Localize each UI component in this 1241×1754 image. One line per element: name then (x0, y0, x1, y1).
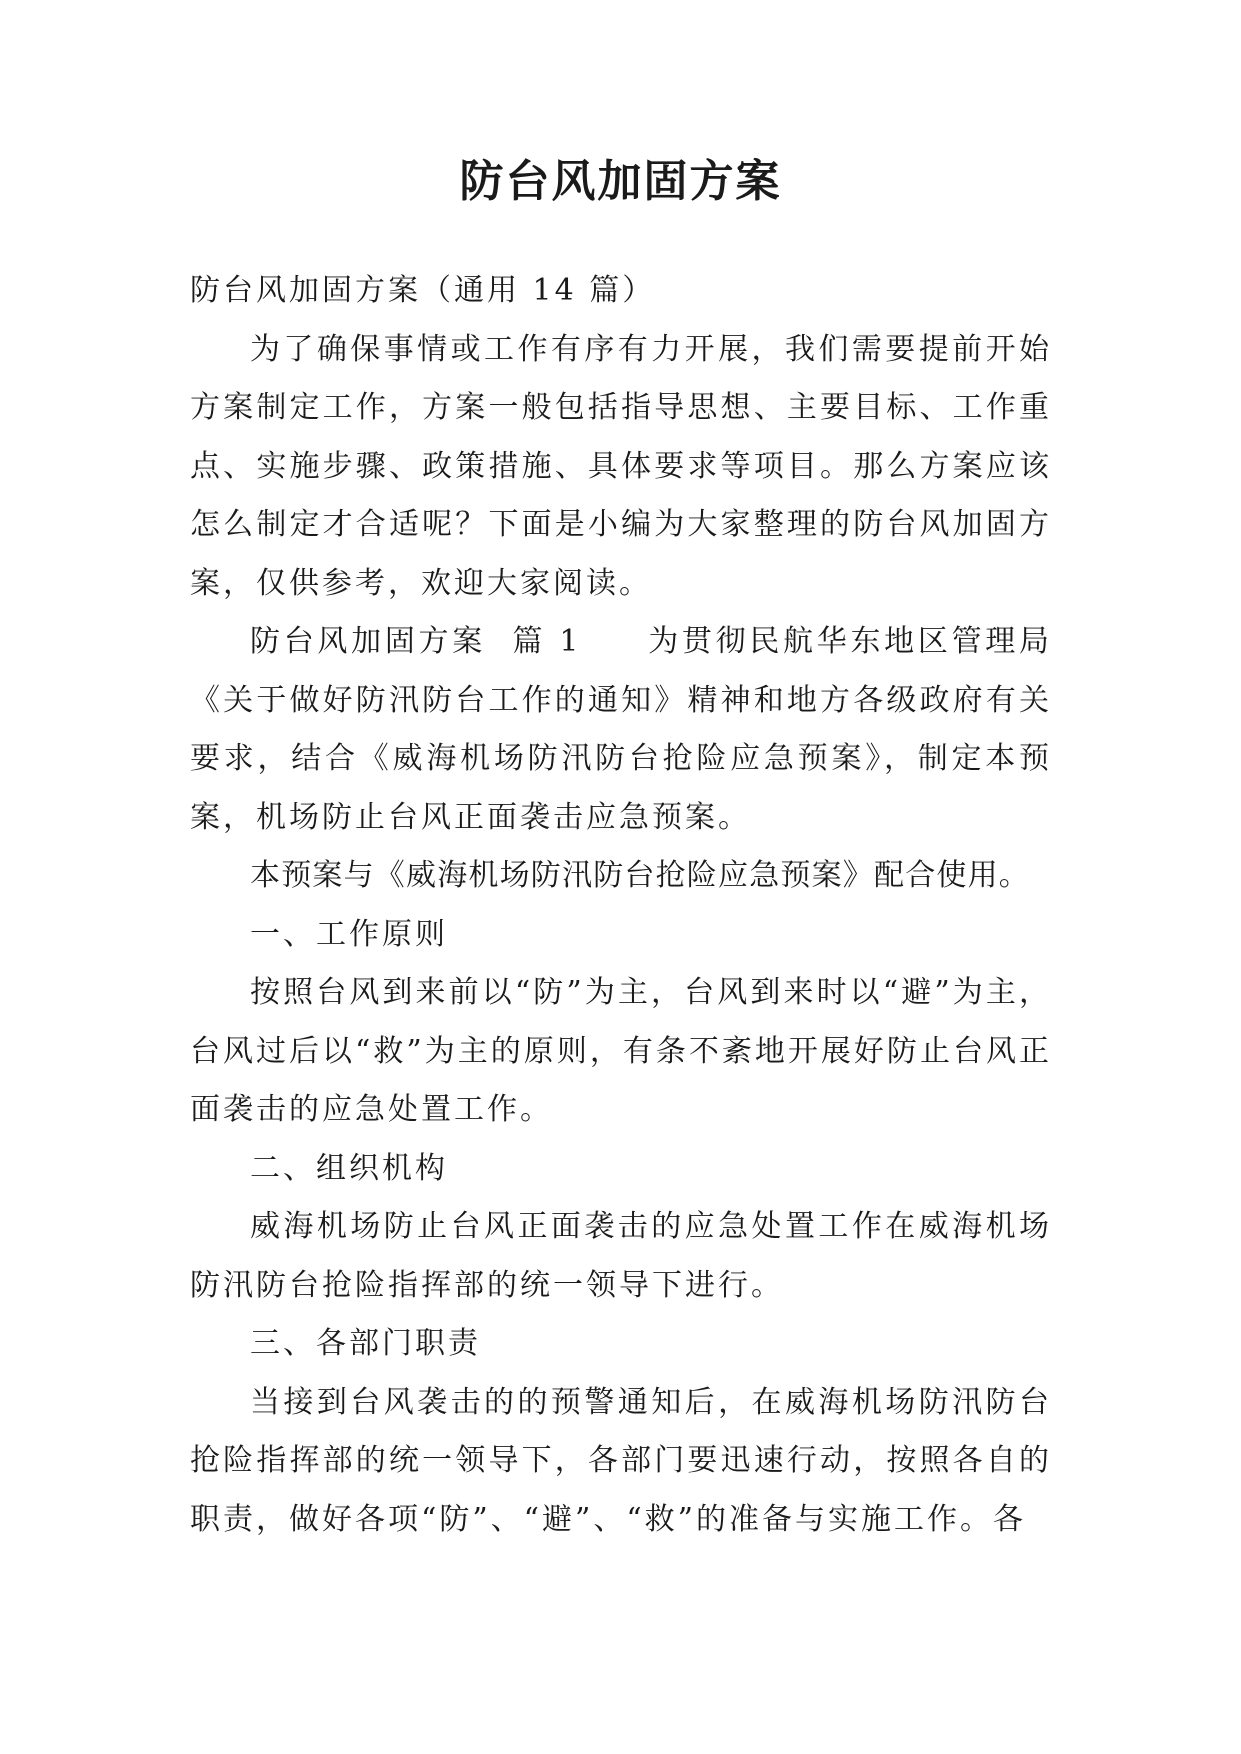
heading-department-duties: 三、各部门职责 (250, 1326, 481, 1361)
document-body (190, 262, 1052, 1549)
intro-paragraph: 为了确保事情或工作有序有力开展，我们需要提前开始方案制定工作，方案一般包括指导思想、主要目标、工作重点、实施步骤、政策措施、具体要求等项目。那么方案应该怎么制定才合适呢？下面是小编为大家整理的防台风加固方案，仅供参考，欢迎大家阅读。 (190, 331, 1052, 601)
document-title: 防台风加固方案 (459, 156, 782, 207)
section-intro-text: 为贯彻民航华东地区管理局《关于做好防汛防台工作的通知》精神和地方各级政府有关要求，结合《威海机场防汛防台抢险应急预案》，制定本预案，机场防止台风正面袭击应急预案。 (190, 624, 1053, 835)
heading-work-principle: 一、工作原则 (250, 916, 448, 952)
department-duties-paragraph: 当接到台风袭击的的预警通知后，在威海机场防汛防台抢险指挥部的统一领导下，各部门要迅速行动，按照各自的职责，做好各项“防”、“避”、“救”的准备与实施工作。各 (190, 1384, 1052, 1537)
section-intro-paragraph (190, 613, 1052, 847)
document-subtitle: 防台风加固方案（通用 14 篇） (190, 273, 656, 308)
heading-organization: 二、组织机构 (250, 1150, 448, 1186)
work-principle-paragraph: 按照台风到来前以“防”为主，台风到来时以“避”为主，台风过后以“救”为主的原则，有条不紊地开展好防止台风正面袭击的应急处置工作。 (190, 975, 1052, 1127)
section-heading: 防台风加固方案 篇 1 (250, 624, 582, 659)
organization-paragraph: 威海机场防止台风正面袭击的应急处置工作在威海机场防汛防台抢险指挥部的统一领导下进行。 (190, 1209, 1052, 1303)
usage-paragraph: 本预案与《威海机场防汛防台抢险应急预案》配合使用。 (250, 858, 1030, 893)
